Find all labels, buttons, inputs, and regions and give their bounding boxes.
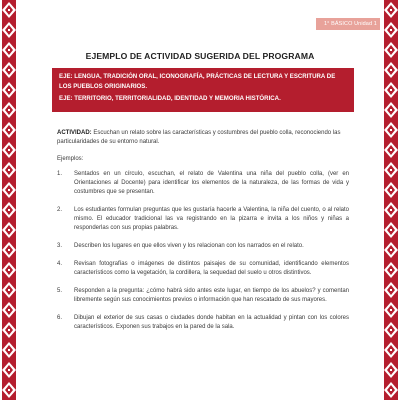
example-text: Sentados en un círculo, escuchan, el relato de Valentina una niña del pueblo colla, (ver en Orientaciones al Docente) para identificar los elementos de la naturaleza, de las formas de vida y costumbres que se presentan. — [74, 170, 349, 196]
example-text: Describen los lugares en que ellos viven y los relacionan con los narrados en el relato. — [74, 243, 304, 250]
activity-label: ACTIVIDAD: — [57, 130, 92, 136]
page-title: EJEMPLO DE ACTIVIDAD SUGERIDA DEL PROGRAMA — [85, 51, 315, 61]
activity-description — [57, 129, 349, 147]
example-number: 6. — [57, 314, 63, 321]
example-text: Los estudiantes formulan preguntas que les gustaría hacerle a Valentina, la niña del cuento, o al relato mismo. El educador tradicional las va registrando en la pizarra e invita a los niños y niñas a responderlas con sus propias palabras. — [74, 206, 349, 232]
example-number: 4. — [57, 260, 63, 267]
example-number: 3. — [57, 243, 63, 250]
activity-content — [57, 129, 349, 341]
example-number: 5. — [57, 287, 63, 294]
example-item — [57, 242, 349, 251]
examples-list — [57, 170, 349, 333]
example-number: 1. — [57, 170, 63, 177]
grade-unit-tag: 1° BÁSICO Unidad 1 — [316, 18, 380, 30]
example-item — [57, 170, 349, 198]
example-item — [57, 314, 349, 332]
example-text: Responden a la pregunta: ¿cómo habrá sido antes este lugar, en tiempo de los abuelos? y comentan libremente según sus conocimientos previos o información que han rescatado de sus mayores. — [74, 287, 349, 304]
example-text: Revisan fotografías o imágenes de distintos paisajes de su comunidad, identificando elementos característicos como la vegetación, la cordillera, la sequedad del suelo u otros distintivos. — [74, 260, 349, 277]
axis-1: EJE: LENGUA, TRADICIÓN ORAL, ICONOGRAFÍA, PRÁCTICAS DE LECTURA Y ESCRITURA DE LOS PUEBLOS ORIGINARIOS. — [59, 73, 336, 90]
example-item — [57, 287, 349, 305]
example-number: 2. — [57, 206, 63, 213]
example-item — [57, 206, 349, 234]
example-item — [57, 260, 349, 278]
example-text: Dibujan el exterior de sus casas o ciudades donde habitan en la actualidad y pintan con los colores característicos. Exponen sus trabajos en la pared de la sala. — [74, 314, 349, 331]
examples-label: Ejemplos: — [57, 156, 84, 163]
axes-banner — [52, 68, 354, 112]
activity-text: Escuchan un relato sobre las características y costumbres del pueblo colla, reconociendo las particularidades de su entorno natural. — [57, 130, 341, 146]
axis-2: EJE: TERRITORIO, TERRITORIALIDAD, IDENTIDAD Y MEMORIA HISTÓRICA. — [59, 95, 281, 102]
